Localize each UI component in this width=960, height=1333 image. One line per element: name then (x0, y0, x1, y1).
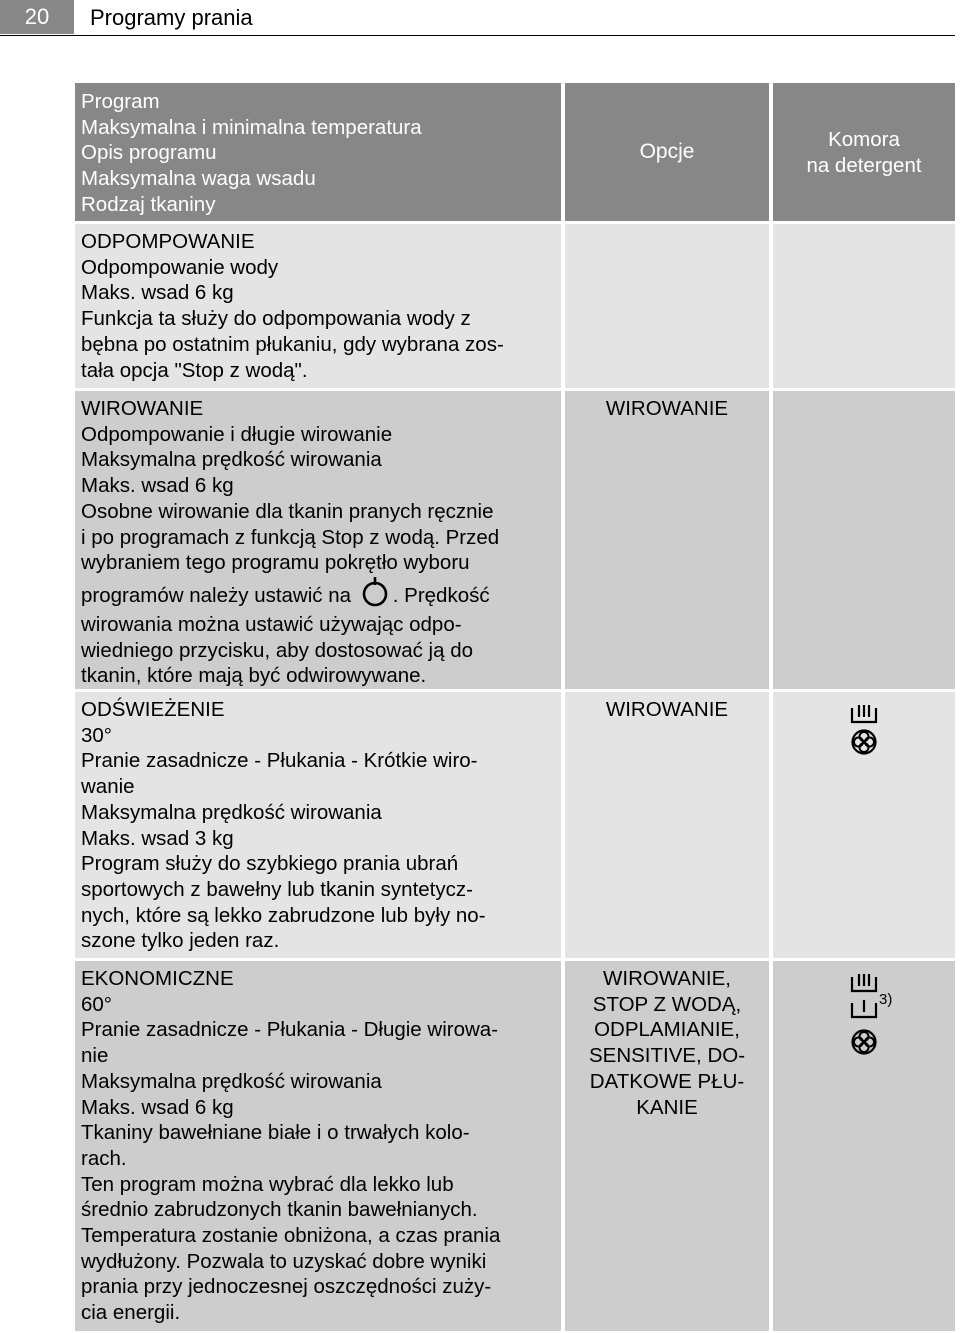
program-name: WIROWANIE (81, 397, 204, 420)
header-detergent-cell (773, 83, 955, 221)
page-title: Programy prania (90, 5, 253, 30)
program-text: Odpompowanie wody (81, 255, 279, 279)
option-label: WIROWANIE, (603, 967, 731, 990)
table-row (0, 692, 960, 958)
header-options-label: Opcje (639, 140, 695, 163)
options-cell (565, 692, 769, 958)
main-wash-compartment-icon (849, 702, 879, 726)
table-row (0, 391, 960, 689)
program-cell (75, 692, 561, 958)
header-divider (0, 35, 955, 36)
program-cell (75, 961, 561, 1331)
program-cell (75, 224, 561, 388)
program-text: Maks. wsad 6 kg (81, 1095, 234, 1119)
program-text: 30° (81, 723, 113, 747)
option-label: STOP Z WODĄ, (592, 992, 742, 1016)
program-text: 60° (81, 992, 113, 1016)
selector-off-position-icon (358, 576, 392, 608)
program-text: sportowych z bawełny lub tkanin syntetycz- (81, 877, 473, 901)
program-text: Maks. wsad 6 kg (81, 474, 234, 498)
program-text: wirowania można ustawić używając odpo- (81, 612, 462, 636)
program-text: wiedniego przycisku, aby dostosować ją do (81, 638, 473, 662)
header-label: Maksymalna i minimalna temperatura (81, 115, 422, 139)
option-label: WIROWANIE (605, 397, 729, 420)
options-cell (565, 961, 769, 1331)
program-text: nych, które są lekko zabrudzone lub były no- (81, 903, 486, 927)
options-cell (565, 391, 769, 689)
program-cell (75, 391, 561, 689)
program-text: wydłużony. Pozwala to uzyskać dobre wyniki (81, 1249, 487, 1273)
detergent-cell (773, 692, 955, 958)
header-label: Program (81, 90, 160, 113)
footnote-marker: 3) (879, 991, 893, 1008)
header-program-cell (75, 83, 561, 221)
program-text: Maksymalna prędkość wirowania (81, 448, 382, 472)
table-row (0, 961, 960, 1331)
program-name: ODŚWIEŻENIE (81, 698, 225, 721)
program-text-with-icon: programów należy ustawić na . Prędkość (81, 576, 555, 612)
header-label: Rodzaj tkaniny (81, 192, 216, 216)
header-label: Opis programu (81, 141, 217, 165)
detergent-cell (773, 391, 955, 689)
program-text: wanie (81, 775, 135, 799)
detergent-cell (773, 224, 955, 388)
program-text: Maksymalna prędkość wirowania (81, 1069, 382, 1093)
program-text: nie (81, 1044, 109, 1068)
header-detergent-label: Komora (828, 128, 900, 151)
program-text: Program służy do szybkiego prania ubrań (81, 852, 459, 876)
program-text: bębna po ostatnim płukaniu, gdy wybrana zos- (81, 332, 504, 356)
program-text: tkanin, które mają być odwirowywane. (81, 664, 427, 688)
detergent-cell (773, 961, 955, 1331)
softener-compartment-icon (849, 1028, 879, 1056)
option-label: WIROWANIE (605, 698, 729, 721)
program-text: średnio zabrudzonych tkanin bawełnianych. (81, 1198, 478, 1222)
option-label: ODPLAMIANIE, (594, 1018, 740, 1042)
program-text: i po programach z funkcją Stop z wodą. Przed (81, 525, 500, 549)
table-row (0, 224, 960, 388)
program-name: EKONOMICZNE (81, 967, 234, 990)
header-options-cell (565, 83, 769, 221)
options-cell (565, 224, 769, 388)
program-text: cia energii. (81, 1301, 181, 1325)
option-label: KANIE (636, 1095, 698, 1119)
program-text: Pranie zasadnicze - Płukania - Krótkie wiro- (81, 749, 478, 773)
program-text: tała opcja "Stop z wodą". (81, 358, 308, 382)
fabric-type: Tkaniny bawełniane białe i o trwałych kolo- (81, 1121, 470, 1145)
program-text: Odpompowanie i długie wirowanie (81, 422, 393, 446)
program-text: Ten program można wybrać dla lekko lub (81, 1172, 454, 1196)
main-wash-compartment-icon (849, 971, 879, 995)
prewash-compartment-icon (849, 997, 879, 1021)
softener-compartment-icon (849, 728, 879, 756)
program-name: ODPOMPOWANIE (81, 230, 255, 253)
program-text: Maksymalna prędkość wirowania (81, 800, 382, 824)
program-text: Funkcja ta służy do odpompowania wody z (81, 307, 471, 331)
page-number: 20 (0, 0, 74, 34)
program-text: Temperatura zostanie obniżona, a czas prania (81, 1224, 501, 1248)
program-text: szone tylko jeden raz. (81, 929, 280, 953)
program-text: Maks. wsad 3 kg (81, 826, 234, 850)
fabric-type-end: rach. (81, 1146, 127, 1170)
program-text: Pranie zasadnicze - Płukania - Długie wirowa- (81, 1018, 499, 1042)
program-text: prania przy jednoczesnej oszczędności zuży- (81, 1275, 492, 1299)
program-text: Osobne wirowanie dla tkanin pranych ręcznie (81, 499, 494, 523)
header-label: Maksymalna waga wsadu (81, 167, 316, 191)
header-detergent-label: na detergent (806, 153, 922, 177)
option-label: DATKOWE PŁU- (589, 1069, 745, 1093)
program-text: Maks. wsad 6 kg (81, 281, 234, 305)
table-header-row (0, 83, 960, 221)
option-label: SENSITIVE, DO- (588, 1044, 746, 1068)
prewash-icon-group (849, 991, 893, 1021)
program-text: wybraniem tego programu pokrętło wyboru (81, 551, 470, 575)
